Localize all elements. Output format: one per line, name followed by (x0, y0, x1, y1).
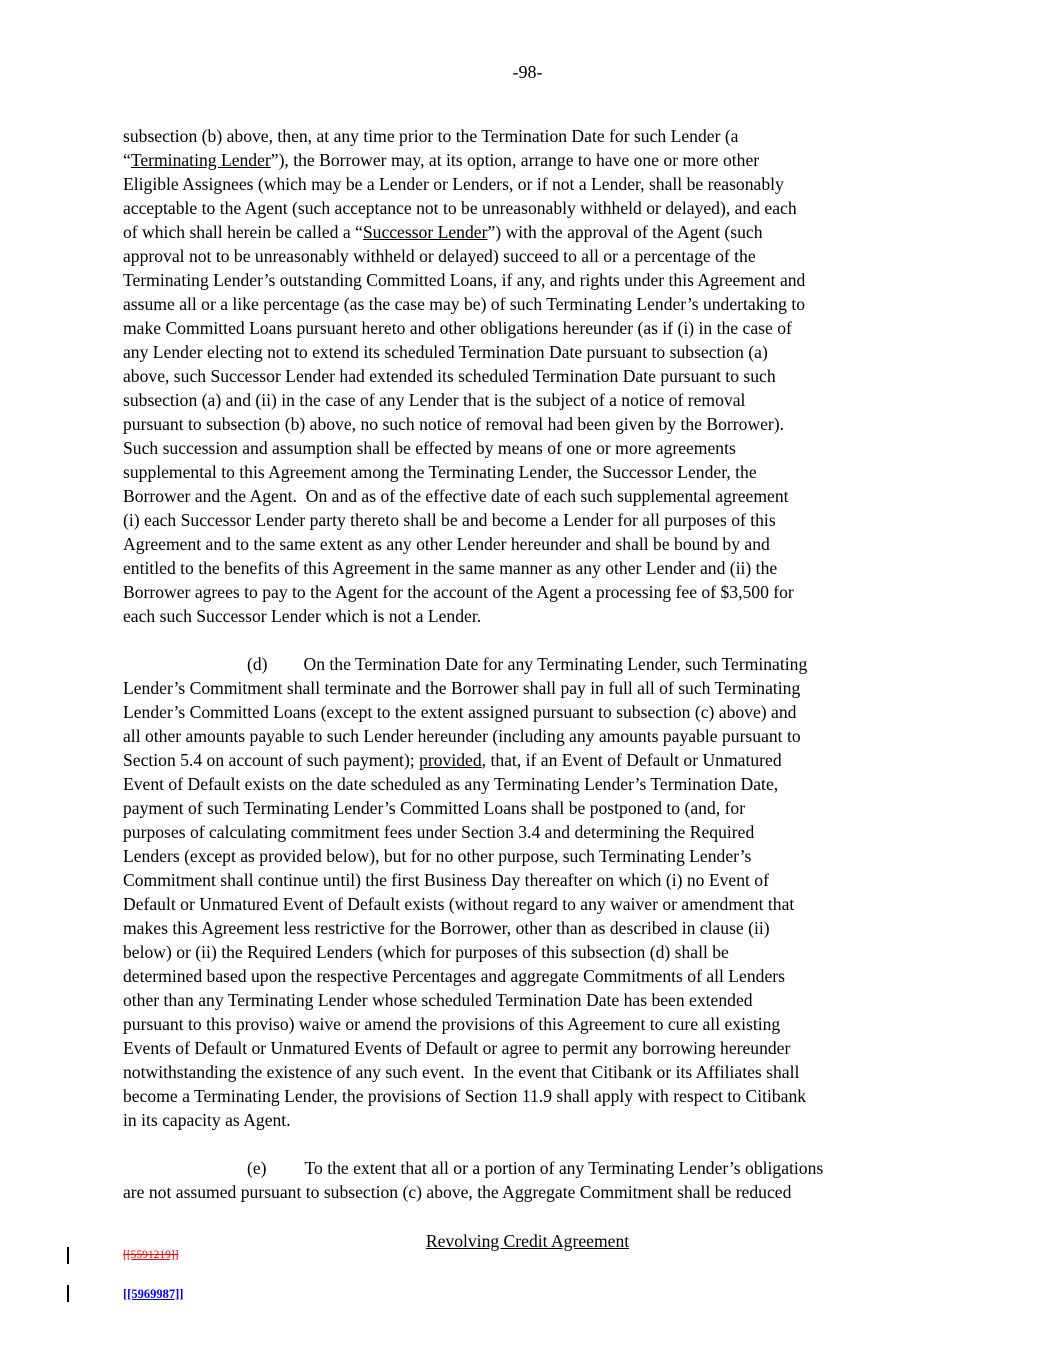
text-segment: subsection (a) and (ii) in the case of any Lender that is the subject of a notice of removal (123, 390, 746, 410)
text-line (123, 364, 943, 388)
text-segment: Event of Default exists on the date scheduled as any Terminating Lender’s Termination Date, (123, 774, 779, 794)
change-bar (67, 1247, 69, 1264)
text-segment: Lender’s Commitment shall terminate and the Borrower shall pay in full all of such Terminating (123, 678, 801, 698)
text-segment: acceptable to the Agent (such acceptance not to be unreasonably withheld or delayed), and each (123, 198, 797, 218)
text-segment: pursuant to this proviso) waive or amend the provisions of this Agreement to cure all existing (123, 1014, 781, 1034)
text-segment: make Committed Loans pursuant hereto and other obligations hereunder (as if (i) in the case of (123, 318, 792, 338)
text-segment: makes this Agreement less restrictive for the Borrower, other than as described in clause (ii) (123, 918, 770, 938)
text-segment: ”), the Borrower may, at its option, arrange to have one or more other (270, 150, 760, 170)
text-segment: determined based upon the respective Percentages and aggregate Commitments of all Lenders (123, 966, 785, 986)
text-segment: purposes of calculating commitment fees under Section 3.4 and determining the Required (123, 822, 755, 842)
text-line (123, 1156, 943, 1180)
text-segment: To the extent that all or a portion of any Terminating Lender’s obligations (304, 1158, 824, 1178)
paragraph (123, 124, 943, 628)
text-line (123, 196, 943, 220)
text-segment: entitled to the benefits of this Agreement in the same manner as any other Lender and (ii) the (123, 558, 778, 578)
text-line (123, 1180, 943, 1204)
footer-document-title: Revolving Credit Agreement (425, 1231, 630, 1251)
text-segment: payment of such Terminating Lender’s Committed Loans shall be postponed to (and, for (123, 798, 746, 818)
revision-id-current: [[5969987]] (123, 1287, 184, 1301)
text-segment: above, such Successor Lender had extended its scheduled Termination Date pursuant to such (123, 366, 776, 386)
text-line (123, 988, 943, 1012)
text-segment: Events of Default or Unmatured Events of Default or agree to permit any borrowing hereunder (123, 1038, 791, 1058)
text-segment: all other amounts payable to such Lender hereunder (including any amounts payable pursuant to (123, 726, 801, 746)
text-line (123, 484, 943, 508)
text-segment: any Lender electing not to extend its scheduled Termination Date pursuant to subsection (a) (123, 342, 768, 362)
text-line (123, 436, 943, 460)
text-segment: provided (419, 750, 482, 770)
paragraph (123, 652, 943, 1132)
text-line (123, 652, 943, 676)
text-line (123, 1108, 943, 1132)
text-segment: become a Terminating Lender, the provisions of Section 11.9 shall apply with respect to Citibank (123, 1086, 807, 1106)
text-line (123, 580, 943, 604)
text-line (123, 220, 943, 244)
text-segment: supplemental to this Agreement among the Terminating Lender, the Successor Lender, the (123, 462, 757, 482)
text-segment: subsection (b) above, then, at any time prior to the Termination Date for such Lender (a (123, 126, 739, 146)
text-line (123, 940, 943, 964)
text-line (123, 388, 943, 412)
text-line (123, 772, 943, 796)
page-number: -98- (512, 62, 543, 82)
text-segment: On the Termination Date for any Terminating Lender, such Terminating (303, 654, 808, 674)
text-segment: (i) each Successor Lender party thereto shall be and become a Lender for all purposes of this (123, 510, 776, 530)
text-line (123, 148, 943, 172)
text-line (123, 964, 943, 988)
text-segment: Default or Unmatured Event of Default exists (without regard to any waiver or amendment that (123, 894, 795, 914)
text-line (123, 796, 943, 820)
text-line (123, 676, 943, 700)
text-line (123, 340, 943, 364)
text-line (123, 1084, 943, 1108)
text-line (123, 748, 943, 772)
text-segment: assume all or a like percentage (as the case may be) of such Terminating Lender’s undertaking to (123, 294, 806, 314)
text-line (123, 124, 943, 148)
text-segment: each such Successor Lender which is not a Lender. (123, 606, 482, 626)
text-segment: other than any Terminating Lender whose scheduled Termination Date has been extended (123, 990, 753, 1010)
text-line (123, 172, 943, 196)
text-line (123, 700, 943, 724)
text-line (123, 1036, 943, 1060)
text-segment: of which shall herein be called a “ (123, 222, 363, 242)
text-segment: Terminating Lender (130, 150, 271, 170)
text-line (123, 556, 943, 580)
text-line (123, 268, 943, 292)
revision-id-deleted: [[5591219]] (123, 1249, 179, 1261)
text-segment: are not assumed pursuant to subsection (c) above, the Aggregate Commitment shall be reduced (123, 1182, 792, 1202)
text-line (123, 316, 943, 340)
text-line (123, 1012, 943, 1036)
text-segment: Borrower agrees to pay to the Agent for the account of the Agent a processing fee of $3,500 for (123, 582, 794, 602)
text-segment: (d) (247, 654, 268, 674)
text-segment: Successor Lender (362, 222, 488, 242)
text-segment: pursuant to subsection (b) above, no such notice of removal had been given by the Borrower). (123, 414, 785, 434)
text-segment: Commitment shall continue until) the first Business Day thereafter on which (i) no Event of (123, 870, 769, 890)
text-segment: Lenders (except as provided below), but for no other purpose, such Terminating Lender’s (123, 846, 752, 866)
text-line (123, 868, 943, 892)
text-line (123, 508, 943, 532)
text-segment: Lender’s Committed Loans (except to the extent assigned pursuant to subsection (c) above) and (123, 702, 797, 722)
text-line (123, 844, 943, 868)
document-body (123, 124, 943, 1204)
text-line (123, 1060, 943, 1084)
text-segment: below) or (ii) the Required Lenders (which for purposes of this subsection (d) shall be (123, 942, 729, 962)
text-segment: Terminating Lender’s outstanding Committed Loans, if any, and rights under this Agreement and (123, 270, 806, 290)
text-segment: notwithstanding the existence of any such event. In the event that Citibank or its Affiliates shall (123, 1062, 800, 1082)
text-line (123, 292, 943, 316)
text-segment: ”) with the approval of the Agent (such (487, 222, 763, 242)
text-line (123, 604, 943, 628)
text-segment: Agreement and to the same extent as any other Lender hereunder and shall be bound by and (123, 534, 770, 554)
text-line (123, 244, 943, 268)
text-segment: Eligible Assignees (which may be a Lender or Lenders, or if not a Lender, shall be reasonably (123, 174, 784, 194)
text-line (123, 532, 943, 556)
text-segment: Borrower and the Agent. On and as of the effective date of each such supplemental agreement (123, 486, 789, 506)
text-segment: Such succession and assumption shall be effected by means of one or more agreements (123, 438, 736, 458)
text-segment: in its capacity as Agent. (123, 1110, 291, 1130)
text-line (123, 892, 943, 916)
text-line (123, 412, 943, 436)
text-line (123, 916, 943, 940)
text-line (123, 820, 943, 844)
text-segment: , that, if an Event of Default or Unmatured (481, 750, 782, 770)
text-segment: approval not to be unreasonably withheld or delayed) succeed to all or a percentage of the (123, 246, 756, 266)
text-line (123, 724, 943, 748)
text-line (123, 460, 943, 484)
paragraph (123, 1156, 943, 1204)
text-segment: (e) (247, 1158, 267, 1178)
text-segment: “ (123, 150, 131, 170)
text-segment: Section 5.4 on account of such payment); (123, 750, 420, 770)
change-bar (67, 1285, 69, 1302)
